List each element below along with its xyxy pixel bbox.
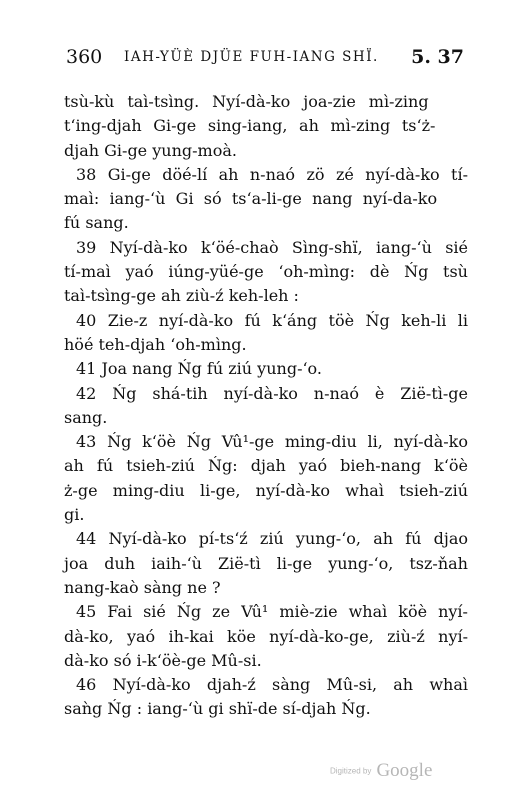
text-line: gi. <box>64 505 85 525</box>
running-title: IAH-YÜÈ DJÜE FUH-IANG SHÏ. <box>124 49 379 65</box>
text-line: djah Gi-ge yung-moà. <box>64 140 237 160</box>
text-line: tí-maì yaó iúng-yüé-ge ‘oh-mìng: dè Ńg tsù <box>64 262 468 282</box>
text-line: 39 Nyí-dà-ko k‘öé-chaò Sìng-shï, iang-‘ù sié <box>76 237 468 257</box>
text-line: dà-ko, yaó ih-kai köe nyí-dà-ko-ge, ziù-ź nyí- <box>64 626 469 646</box>
watermark-prefix: Digitized by <box>330 766 372 776</box>
text-line: 42 Ńg shá-tih nyí-dà-ko n-naó è Zië-tì-ge <box>76 383 468 403</box>
text-line: dà-ko só i-k‘öè-ge Mû-si. <box>64 650 262 670</box>
text-line: 43 Ńg k‘öè Ńg Vû¹-ge ming-diu li, nyí-dà-ko <box>76 432 468 452</box>
text-line: 40 Zie-z nyí-dà-ko fú k‘áng töè Ńg keh-li li <box>76 310 468 330</box>
text-line: 41 Joa nang Ńg fú ziú yung-‘o. <box>76 359 322 379</box>
text-line: höé teh-djah ‘oh-mìng. <box>64 334 247 354</box>
text-line: 46 Nyí-dà-ko djah-ź sàng Mû-si, ah whaì <box>76 675 468 695</box>
text-line: fú sang. <box>64 213 129 233</box>
page-header <box>66 46 464 70</box>
page-number: 360 <box>66 46 103 68</box>
text-line: ah fú tsieh-ziú Ńg: djah yaó bieh-nang k‘öè <box>64 456 469 476</box>
text-line: sang. <box>64 407 108 427</box>
text-line: 44 Nyí-dà-ko pí-ts‘ź ziú yung-‘o, ah fú djao <box>76 529 468 549</box>
text-line: 45 Fai sié Ńg ze Vû¹ miè-zie whaì köè nyí- <box>76 602 468 622</box>
text-line: joa duh iaih-‘ù Zië-tì li-ge yung-‘o, tsz-ňah <box>64 553 468 573</box>
body-text <box>64 90 468 722</box>
digitization-watermark <box>330 760 432 782</box>
chapter-verse-marker: 5. 37 <box>411 46 464 68</box>
google-logo: Google <box>376 760 433 781</box>
text-line: ż-ge ming-diu li-ge, nyí-dà-ko whaì tsieh-ziú <box>64 480 468 500</box>
text-line: maì: iang-‘ù Gi só ts‘a-li-ge nang nyí-da-ko <box>64 189 438 209</box>
text-line: saǹg Ńg : iang-‘ù gi shï-de sí-djah Ńg. <box>64 699 371 719</box>
text-line: taì-tsìng-ge ah ziù-ź keh-leh : <box>64 286 299 306</box>
text-line: 38 Gi-ge döé-lí ah n-naó zö zé nyí-dà-ko tí- <box>76 164 469 184</box>
text-line: tsù-kù taì-tsìng. Nyí-dà-ko joa-zie mì-zing <box>64 92 429 111</box>
text-line: t‘ing-djah Gi-ge sing-iang, ah mì-zing ts‘ż- <box>64 116 436 136</box>
text-line: nang-kaò sàng ne ? <box>64 577 221 597</box>
